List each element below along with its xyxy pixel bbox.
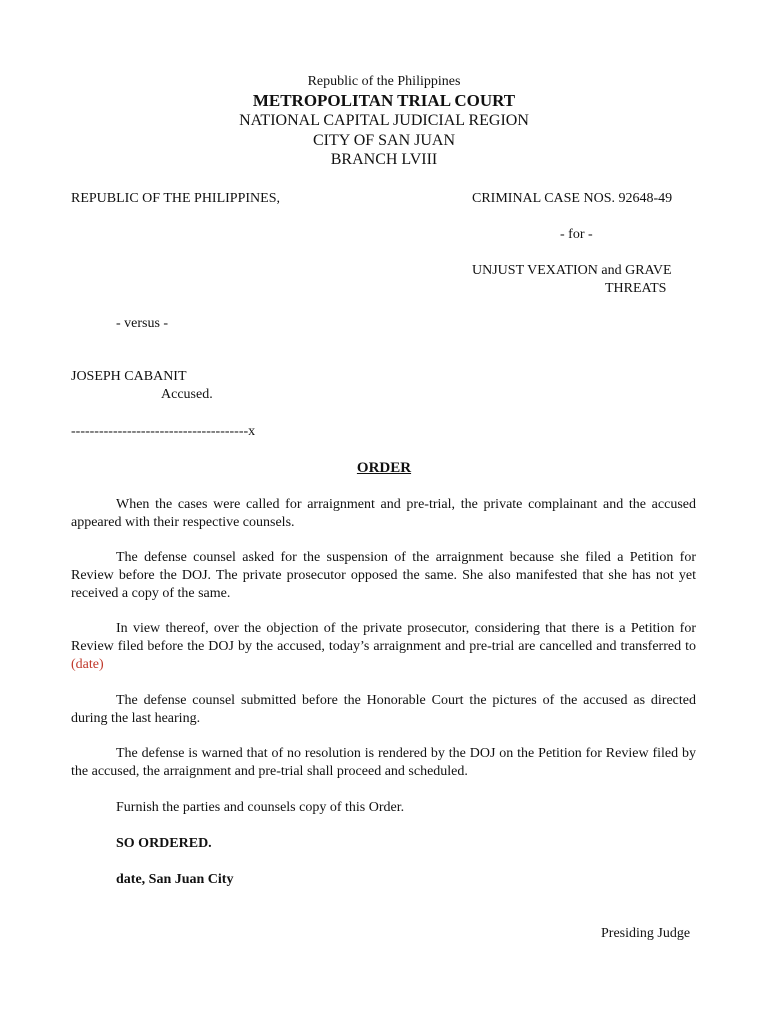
plaintiff: REPUBLIC OF THE PHILIPPINES,	[71, 191, 280, 206]
presiding-judge-label: Presiding Judge	[601, 926, 691, 941]
paragraph-6: Furnish the parties and counsels copy of this Order.	[116, 800, 405, 815]
paragraph-5: The defense is warned that of no resolution is rendered by the DOJ on the Petition for Review filed by the accused, the arraignment and pre-trial shall proceed and scheduled.	[71, 746, 696, 779]
case-number: CRIMINAL CASE NOS. 92648-49	[472, 191, 673, 206]
order-title: ORDER	[356, 460, 412, 476]
paragraph-2: The defense counsel asked for the suspension of the arraignment because she filed a Petition for Review before the DOJ. The private prosecutor opposed the same. She also manifested that she has not yet received a copy of the same.	[71, 550, 696, 601]
accused-name: JOSEPH CABANIT	[71, 369, 187, 384]
header-republic: Republic of the Philippines	[307, 74, 461, 89]
date-place: date, San Juan City	[116, 872, 234, 887]
paragraph-4: The defense counsel submitted before the Honorable Court the pictures of the accused as directed during the last hearing.	[71, 693, 696, 726]
paragraph-3	[71, 620, 696, 674]
accused-label: Accused.	[161, 387, 213, 402]
paragraph-3-text: In view thereof, over the objection of the private prosecutor, considering that there is a Petition for Review filed before the DOJ by the accused, today’s arraignment and pre-trial are cancelled and transferred to	[71, 621, 696, 654]
header-region: NATIONAL CAPITAL JUDICIAL REGION	[239, 112, 529, 129]
caption-separator: --------------------------------------x	[71, 424, 256, 439]
for-label: - for -	[560, 227, 593, 242]
header-court: METROPOLITAN TRIAL COURT	[252, 91, 516, 110]
so-ordered: SO ORDERED.	[116, 836, 212, 851]
offense-line-1: UNJUST VEXATION and GRAVE	[472, 263, 672, 278]
header-branch: BRANCH LVIII	[330, 151, 438, 168]
versus-label: - versus -	[116, 316, 169, 331]
offense-line-2: THREATS	[605, 281, 667, 296]
paragraph-1: When the cases were called for arraignment and pre-trial, the private complainant and the accused appeared with their respective counsels.	[71, 497, 696, 530]
header-city: CITY OF SAN JUAN	[312, 132, 456, 149]
date-placeholder: (date)	[71, 657, 104, 672]
